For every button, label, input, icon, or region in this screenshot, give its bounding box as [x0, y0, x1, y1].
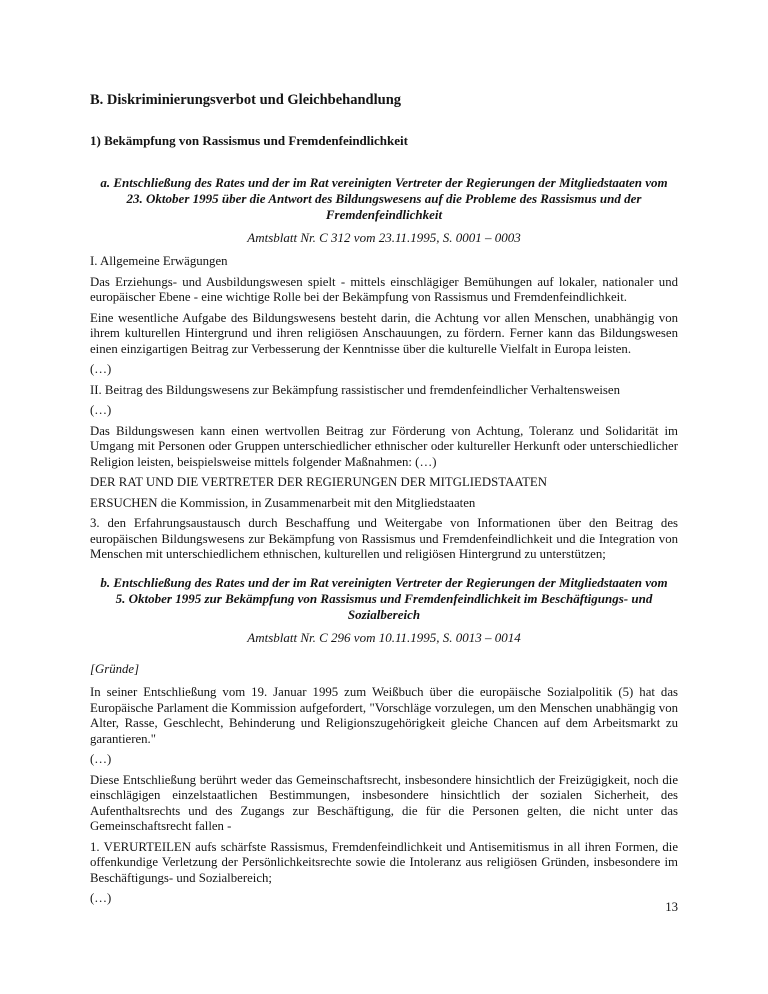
paragraph: Das Bildungswesen kann einen wertvollen Beitrag zur Förderung von Achtung, Toleranz und Solidarität im Umgang mit Personen oder Gruppen unterschiedlicher ethnischer oder kultureller Herkunft oder unterschiedlicher Religion leisten, beispielsweise mittels folgender Maßnahmen: (…)	[90, 423, 678, 469]
paragraph: 3. den Erfahrungsaustausch durch Beschaffung und Weitergabe von Informationen über den Beitrag des europäischen Bildungswesens zur Bekämpfung von Rassismus und Fremdenfeindlichkeit und die Integration von Menschen mit unterschiedlichem ethnischen, kulturellen und religiösen Hintergrund zu unterstützen;	[90, 516, 678, 561]
page-title: B. Diskriminierungsverbot und Gleichbehandlung	[90, 92, 402, 108]
paragraph: Diese Entschließung berührt weder das Gemeinschaftsrecht, insbesondere hinsichtlich der Freizügigkeit, noch die einschlägigen einzelstaatlichen Bestimmungen, insbesondere hinsichtlich der sozialen Sicherheit, des Aufenthaltsrechts und des Zugangs zur Beschäftigung, die für die Personen gelten, die nicht unter das Gemeinschaftsrecht fallen -	[90, 772, 678, 833]
document-a-title: a. Entschließung des Rates und der im Rat vereinigten Vertreter der Regierungen der Mitgliedstaaten vom 23. Oktober 1995 über die Antwort des Bildungswesens auf die Probleme des Rassismus und der Fremdenfeindlichkeit	[100, 175, 668, 222]
paragraph-a-roman-i: I. Allgemeine Erwägungen	[90, 254, 228, 268]
ellipsis-omission: (…)	[90, 891, 112, 905]
paragraph: ERSUCHEN die Kommission, in Zusammenarbeit mit den Mitgliedstaaten	[90, 495, 476, 510]
ellipsis-omission: (…)	[90, 403, 112, 417]
document-section-b	[90, 575, 678, 907]
paragraph: Das Erziehungs- und Ausbildungswesen spielt - mittels einschlägiger Bemühungen auf lokaler, nationaler und europäischer Ebene - eine wichtige Rolle bei der Bekämpfung von Rassismus und Fremdenfeindlichkeit.	[90, 274, 678, 304]
paragraph: 1. VERURTEILEN aufs schärfste Rassismus, Fremdenfeindlichkeit und Antisemitismus in all ihren Formen, die offenkundige Verletzung der Persönlichkeitsrechte sowie die Intoleranz aus religiösen Gründen, insbesondere im Beschäftigungs- und Sozialbereich;	[90, 839, 678, 885]
document-a-citation: Amtsblatt Nr. C 312 vom 23.11.1995, S. 0001 – 0003	[247, 230, 521, 245]
subsection-heading: 1) Bekämpfung von Rassismus und Fremdenfeindlichkeit	[90, 133, 408, 148]
document-b-title: b. Entschließung des Rates und der im Rat vereinigten Vertreter der Regierungen der Mitgliedstaaten vom 5. Oktober 1995 zur Bekämpfung von Rassismus und Fremdenfeindlichkeit im Beschäftigungs- und Sozialbereich	[100, 574, 668, 622]
page-number: 13	[665, 900, 678, 914]
paragraph: Eine wesentliche Aufgabe des Bildungswesens besteht darin, die Achtung vor allen Menschen, unabhängig von ihrem kulturellen Hintergrund und ihren religiösen Anschauungen, zu fördern. Ferner kann das Bildungswesen einen einzigartigen Beitrag zur Verbesserung der Kenntnisse über die kulturelle Vielfalt in Europa leisten.	[90, 310, 678, 356]
paragraph-council-caps: DER RAT UND DIE VERTRETER DER REGIERUNGEN DER MITGLIEDSTAATEN	[90, 475, 547, 489]
paragraph-a-roman-ii: II. Beitrag des Bildungswesens zur Bekämpfung rassistischer und fremdenfeindlicher Verhaltensweisen	[90, 382, 620, 397]
document-section-a	[90, 175, 678, 563]
bracket-note: [Gründe]	[90, 661, 140, 676]
document-b-citation: Amtsblatt Nr. C 296 vom 10.11.1995, S. 0013 – 0014	[247, 629, 521, 645]
ellipsis-omission: (…)	[90, 752, 112, 766]
paragraph: In seiner Entschließung vom 19. Januar 1995 zum Weißbuch über die europäische Sozialpolitik (5) hat das Europäische Parlament die Kommission aufgefordert, "Vorschläge vorzulegen, um den Menschen unabhängig von Alter, Rasse, Geschlecht, Behinderung und Religionszugehörigkeit gleiche Chancen auf dem Arbeitsmarkt zu garantieren."	[90, 685, 678, 746]
ellipsis-omission: (…)	[90, 362, 112, 376]
